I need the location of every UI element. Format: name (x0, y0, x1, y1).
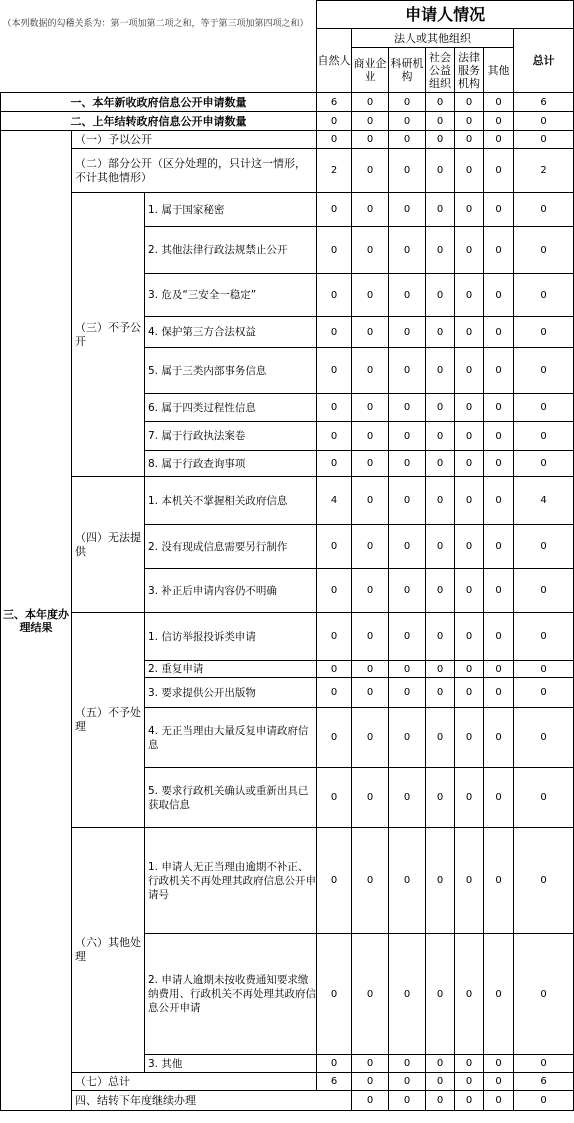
cell: 0 (484, 525, 514, 569)
cell: 0 (317, 348, 352, 394)
table-row (1, 828, 574, 934)
cell: 0 (389, 1091, 426, 1111)
cell: 0 (484, 317, 514, 348)
cell: 0 (352, 1091, 389, 1111)
cell: 0 (426, 274, 455, 317)
cell: 0 (484, 193, 514, 227)
cell: 0 (455, 569, 484, 613)
cell: 0 (514, 394, 574, 422)
cell: 0 (484, 613, 514, 661)
cell: 0 (389, 274, 426, 317)
cell: 0 (352, 1073, 389, 1091)
cell: 0 (426, 768, 455, 828)
cell: 0 (317, 934, 352, 1055)
cell: 0 (352, 112, 389, 131)
col-total: 总计 (514, 29, 574, 93)
cell: 0 (484, 451, 514, 477)
cell: 0 (514, 613, 574, 661)
cell: 0 (514, 227, 574, 274)
cell: 0 (455, 112, 484, 131)
cell: 0 (317, 1055, 352, 1073)
row-label: 3. 其他 (145, 1055, 317, 1073)
cell: 0 (455, 348, 484, 394)
cell: 0 (389, 477, 426, 525)
cell: 0 (514, 451, 574, 477)
row-label: 1. 信访举报投诉类申请 (145, 613, 317, 661)
cell: 0 (389, 112, 426, 131)
cell: 0 (514, 193, 574, 227)
cell: 0 (455, 1055, 484, 1073)
cell: 0 (317, 451, 352, 477)
cell: 0 (455, 477, 484, 525)
cell: 0 (317, 317, 352, 348)
cell: 0 (389, 613, 426, 661)
cell: 0 (352, 193, 389, 227)
cell: 0 (426, 193, 455, 227)
cell: 0 (426, 678, 455, 708)
row-label: 2. 其他法律行政法规禁止公开 (145, 227, 317, 274)
col-legal-service: 法律服务机构 (455, 48, 484, 93)
row-label: 5. 要求行政机关确认或重新出具已获取信息 (145, 768, 317, 828)
cell: 0 (455, 227, 484, 274)
cell: 0 (455, 1091, 484, 1111)
cell: 0 (426, 317, 455, 348)
cell: 0 (317, 131, 352, 149)
cell: 0 (352, 394, 389, 422)
cell: 0 (484, 708, 514, 768)
cell: 0 (455, 131, 484, 149)
cell: 0 (514, 274, 574, 317)
cell: 0 (389, 131, 426, 149)
cell: 0 (484, 394, 514, 422)
cell: 0 (389, 451, 426, 477)
cell: 0 (514, 112, 574, 131)
cell: 0 (426, 451, 455, 477)
cell: 6 (317, 93, 352, 112)
cell: 0 (514, 1091, 574, 1111)
cell: 0 (455, 768, 484, 828)
cell: 0 (352, 422, 389, 451)
cell: 0 (514, 708, 574, 768)
cell: 0 (389, 394, 426, 422)
cell: 0 (352, 768, 389, 828)
cell: 0 (389, 569, 426, 613)
cell: 0 (484, 661, 514, 678)
cell: 0 (514, 661, 574, 678)
cell: 0 (352, 569, 389, 613)
category-label: （三）不予公开 (72, 193, 145, 477)
cell: 0 (317, 274, 352, 317)
cell: 0 (389, 678, 426, 708)
table-row (1, 131, 574, 149)
table-row (1, 93, 574, 112)
row-label: 5. 属于三类内部事务信息 (145, 348, 317, 394)
table-row (1, 193, 574, 227)
cell: 0 (455, 708, 484, 768)
col-research: 科研机构 (389, 48, 426, 93)
cell: 0 (352, 477, 389, 525)
row-label: 2. 没有现成信息需要另行制作 (145, 525, 317, 569)
cell: 0 (389, 1073, 426, 1091)
cell: 0 (317, 394, 352, 422)
cell: 0 (426, 613, 455, 661)
cell: 0 (389, 828, 426, 934)
row-label: 一、本年新收政府信息公开申请数量 (1, 93, 317, 112)
table-note: （本列数据的勾稽关系为：第一项加第二项之和，等于第三项加第四项之和） (2, 18, 309, 29)
header-blank (1, 48, 317, 93)
cell: 0 (317, 708, 352, 768)
cell: 0 (514, 422, 574, 451)
cell: 0 (514, 934, 574, 1055)
cell: 0 (352, 131, 389, 149)
cell: 0 (455, 934, 484, 1055)
cell: 0 (514, 828, 574, 934)
cell: 0 (484, 934, 514, 1055)
cell: 0 (317, 112, 352, 131)
cell: 0 (426, 149, 455, 193)
cell: 0 (389, 422, 426, 451)
cell: 0 (426, 525, 455, 569)
cell: 0 (352, 274, 389, 317)
cell: 0 (389, 1055, 426, 1073)
cell: 0 (455, 193, 484, 227)
col-natural-person: 自然人 (317, 29, 352, 93)
cell: 0 (389, 768, 426, 828)
col-business: 商业企业 (352, 48, 389, 93)
cell: 0 (426, 1055, 455, 1073)
cell: 0 (426, 1073, 455, 1091)
cell: 0 (389, 227, 426, 274)
row-label: 8. 属于行政查询事项 (145, 451, 317, 477)
cell: 0 (317, 569, 352, 613)
cell: 0 (352, 93, 389, 112)
cell: 0 (426, 93, 455, 112)
row-label: 3. 危及“三安全一稳定” (145, 274, 317, 317)
row-label: 2. 申请人逾期未按收费通知要求缴纳费用、行政机关不再处理其政府信息公开申请 (145, 934, 317, 1055)
cell: 0 (317, 828, 352, 934)
cell: 0 (455, 394, 484, 422)
row-label: 7. 属于行政执法案卷 (145, 422, 317, 451)
table-row (1, 149, 574, 193)
cell: 0 (514, 317, 574, 348)
category-label: （五）不予处理 (72, 613, 145, 828)
cell: 0 (455, 422, 484, 451)
row-label: 4. 保护第三方合法权益 (145, 317, 317, 348)
cell: 0 (352, 451, 389, 477)
cell: 4 (514, 477, 574, 525)
cell: 0 (455, 828, 484, 934)
cell: 0 (514, 1055, 574, 1073)
cell: 0 (352, 1055, 389, 1073)
cell: 0 (389, 934, 426, 1055)
cell: 0 (352, 149, 389, 193)
cell: 0 (317, 678, 352, 708)
row-label: 二、上年结转政府信息公开申请数量 (1, 112, 317, 131)
cell: 0 (317, 227, 352, 274)
cell: 0 (317, 525, 352, 569)
cell: 0 (455, 274, 484, 317)
cell: 0 (514, 525, 574, 569)
col-other: 其他 (484, 48, 514, 93)
cell: 0 (352, 348, 389, 394)
cell: 0 (317, 768, 352, 828)
cell: 0 (484, 422, 514, 451)
cell: 0 (389, 93, 426, 112)
cell: 0 (484, 274, 514, 317)
cell: 0 (484, 768, 514, 828)
table-row (1, 1091, 574, 1111)
row-label: （一）予以公开 (72, 131, 317, 149)
cell: 6 (514, 93, 574, 112)
cell: 0 (455, 678, 484, 708)
cell: 0 (317, 193, 352, 227)
cell: 0 (352, 525, 389, 569)
cell: 0 (426, 227, 455, 274)
row-label: 3. 要求提供公开出版物 (145, 678, 317, 708)
cell: 0 (484, 1091, 514, 1111)
table-row (1, 613, 574, 661)
cell: 0 (426, 934, 455, 1055)
cell: 0 (426, 348, 455, 394)
cell: 0 (514, 348, 574, 394)
cell: 0 (426, 477, 455, 525)
cell: 0 (426, 828, 455, 934)
cell: 0 (484, 131, 514, 149)
row-label: 四、结转下年度继续办理 (72, 1091, 352, 1111)
cell: 0 (352, 613, 389, 661)
cell: 0 (426, 131, 455, 149)
category-label: （四）无法提供 (72, 477, 145, 613)
cell: 0 (484, 112, 514, 131)
cell: 0 (514, 678, 574, 708)
cell: 0 (389, 193, 426, 227)
row-label: 4. 无正当理由大量反复申请政府信息 (145, 708, 317, 768)
row-label: 6. 属于四类过程性信息 (145, 394, 317, 422)
cell: 0 (426, 1091, 455, 1111)
row-label: 3. 补正后申请内容仍不明确 (145, 569, 317, 613)
cell: 0 (455, 317, 484, 348)
cell: 0 (352, 708, 389, 768)
table-row (1, 1073, 574, 1091)
cell: 4 (317, 477, 352, 525)
cell: 0 (455, 149, 484, 193)
row-label: 1. 本机关不掌握相关政府信息 (145, 477, 317, 525)
cell: 0 (455, 451, 484, 477)
row-label: （七）总计 (72, 1073, 317, 1091)
cell: 0 (352, 227, 389, 274)
cell: 0 (455, 661, 484, 678)
cell: 0 (352, 661, 389, 678)
cell: 0 (389, 348, 426, 394)
cell: 0 (389, 708, 426, 768)
row-label: （二）部分公开（区分处理的，只计这一情形，不计其他情形） (72, 149, 317, 193)
cell: 0 (514, 768, 574, 828)
cell: 0 (484, 1073, 514, 1091)
cell: 0 (484, 678, 514, 708)
cell: 0 (484, 93, 514, 112)
cell: 0 (426, 394, 455, 422)
cell: 0 (352, 678, 389, 708)
legal-group-header: 法人或其他组织 (352, 29, 514, 48)
row-label: 1. 属于国家秘密 (145, 193, 317, 227)
cell: 0 (484, 227, 514, 274)
cell: 0 (426, 708, 455, 768)
cell: 0 (455, 613, 484, 661)
cell: 0 (455, 525, 484, 569)
cell: 0 (484, 348, 514, 394)
cell: 0 (317, 422, 352, 451)
applicant-title: 申请人情况 (317, 1, 574, 29)
cell: 2 (317, 149, 352, 193)
cell: 0 (389, 661, 426, 678)
table-row (1, 112, 574, 131)
section-3-label: 三、本年度办理结果 (1, 131, 72, 1111)
cell: 0 (317, 661, 352, 678)
cell: 0 (484, 828, 514, 934)
cell: 0 (389, 317, 426, 348)
cell: 0 (455, 1073, 484, 1091)
cell: 0 (514, 131, 574, 149)
cell: 0 (484, 477, 514, 525)
cell: 0 (389, 149, 426, 193)
cell: 0 (484, 1055, 514, 1073)
table-row (1, 477, 574, 525)
cell: 0 (426, 569, 455, 613)
category-label: （六）其他处理 (72, 828, 145, 1073)
cell: 0 (484, 149, 514, 193)
cell: 2 (514, 149, 574, 193)
cell: 0 (426, 422, 455, 451)
cell: 0 (352, 317, 389, 348)
cell: 0 (455, 93, 484, 112)
row-label: 1. 申请人无正当理由逾期不补正、行政机关不再处理其政府信息公开申请号 (145, 828, 317, 934)
cell: 0 (514, 569, 574, 613)
cell: 6 (514, 1073, 574, 1091)
cell: 0 (389, 525, 426, 569)
cell: 0 (484, 569, 514, 613)
cell: 0 (352, 934, 389, 1055)
cell: 6 (317, 1073, 352, 1091)
cell: 0 (317, 613, 352, 661)
cell: 0 (426, 112, 455, 131)
row-label: 2. 重复申请 (145, 661, 317, 678)
col-public-welfare: 社会公益组织 (426, 48, 455, 93)
cell: 0 (352, 828, 389, 934)
cell: 0 (426, 661, 455, 678)
